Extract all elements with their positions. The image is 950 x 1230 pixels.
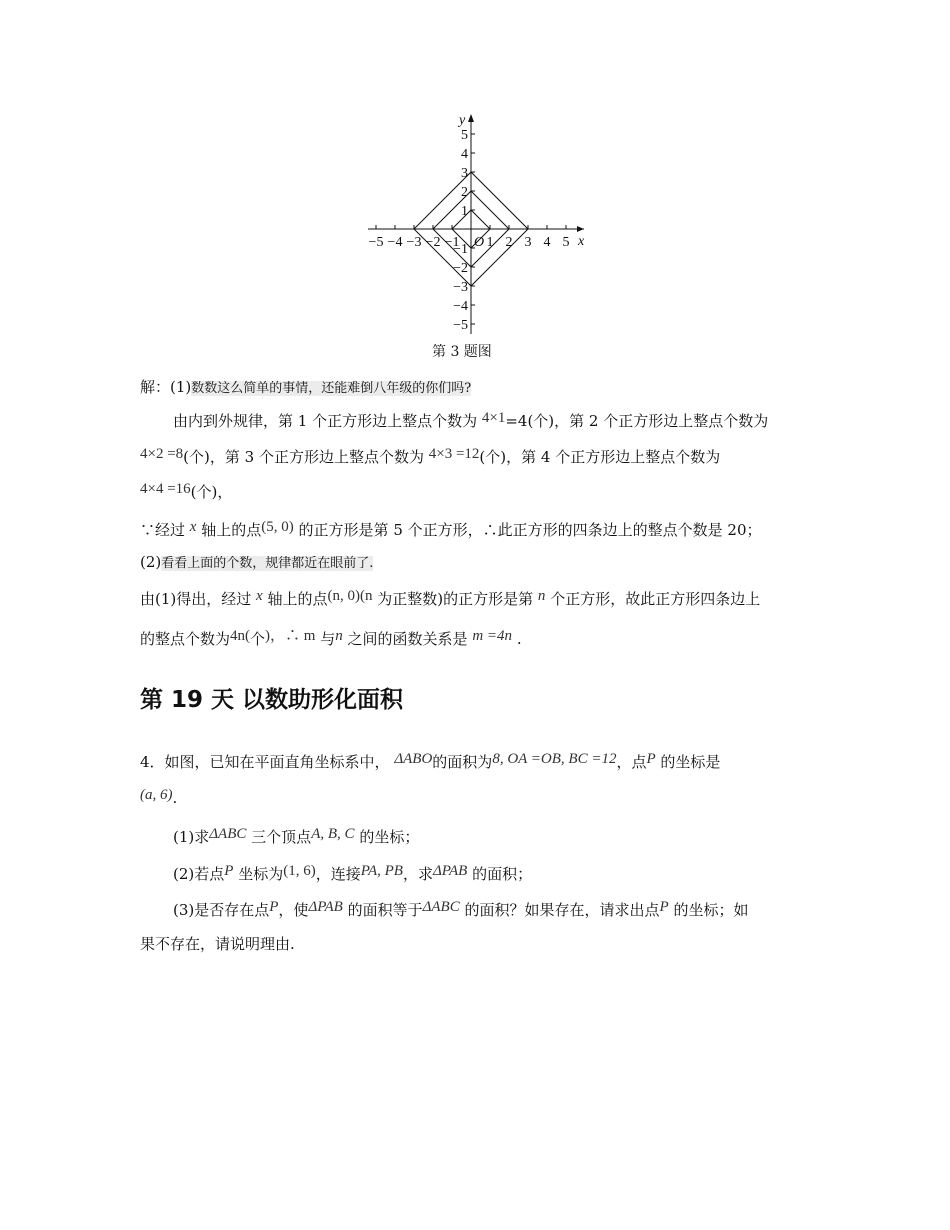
x-tick-label: −2 <box>425 235 441 250</box>
y-tick-label: −3 <box>453 280 468 295</box>
solution-line-3: 4×4 =16(个)， <box>140 481 233 501</box>
solution-line-2: 4×2 =8(个)，第 3 个正方形边上整点个数为 4×3 =12(个)，第 4 个正方形边上整点个数为 <box>140 446 721 466</box>
x-tick-label: −1 <box>444 235 460 250</box>
y-tick-label: 1 <box>461 204 468 219</box>
x-axis-label: x <box>578 234 585 249</box>
solution-part1-title: 解：(1)数数这么简单的事情，还能难倒八年级的你们吗? <box>140 378 472 396</box>
x-tick-label: 2 <box>505 235 513 250</box>
y-tick-label: −5 <box>453 318 468 333</box>
subquestion-3: (3)是否存在点P，使ΔPAB 的面积等于ΔABC 的面积？如果存在，请求出点P 的坐标；如 <box>173 899 749 919</box>
y-tick-label: 3 <box>461 166 468 181</box>
subquestion-3-cont: 果不存在，请说明理由. <box>140 935 295 953</box>
y-tick-label: 2 <box>461 185 468 200</box>
subquestion-2: (2)若点P 坐标为(1, 6)，连接PA, PB，求ΔPAB 的面积； <box>173 863 533 883</box>
subquestion-1: (1)求ΔABC 三个顶点A, B, C 的坐标； <box>173 826 420 846</box>
x-tick-label: −5 <box>368 235 384 250</box>
hint-text: 看看上面的个数，规律都近在眼前了. <box>161 556 374 571</box>
solution-part2-title: (2)看看上面的个数，规律都近在眼前了. <box>140 553 374 571</box>
x-tick-label: −3 <box>406 235 422 250</box>
hint-text: 数数这么简单的事情，还能难倒八年级的你们吗? <box>191 381 472 396</box>
solution-line-4: ∵经过 x 轴上的点(5, 0) 的正方形是第 5 个正方形，∴此正方形的四条边上的整点个数是 20； <box>140 519 762 539</box>
y-tick-label: −1 <box>453 242 468 257</box>
x-tick-label: 4 <box>543 235 551 250</box>
x-tick-label: −4 <box>387 235 403 250</box>
origin-label: O <box>474 235 485 250</box>
problem-line-2: (a, 6). <box>140 787 178 807</box>
y-tick-label: 4 <box>461 147 468 162</box>
coordinate-figure <box>358 108 594 336</box>
problem-line-1: 4．如图，已知在平面直角坐标系中， ΔABO的面积为8, OA =OB, BC =12，点P 的坐标是 <box>140 751 721 771</box>
x-tick-label: 3 <box>524 235 532 250</box>
solution-line-6: 的整点个数为4n(个)，∴ m 与n 之间的函数关系是 m =4n . <box>140 628 522 648</box>
figure-caption: 第 3 题图 <box>432 344 492 360</box>
y-axis-label: y <box>459 113 466 128</box>
y-tick-label: −4 <box>453 299 468 314</box>
section-heading: 第 19 天 以数助形化面积 <box>140 687 404 713</box>
y-tick-label: 5 <box>461 128 468 143</box>
y-axis-arrow <box>468 114 474 122</box>
solution-line-5: 由(1)得出，经过 x 轴上的点(n, 0)(n 为正整数)的正方形是第 n 个正方形，故此正方形四条边上 <box>140 588 761 608</box>
x-axis-arrow <box>577 226 584 232</box>
tick-labels <box>369 128 570 333</box>
x-tick-label: 1 <box>486 235 494 250</box>
x-tick-label: 5 <box>562 235 570 250</box>
y-tick-label: −2 <box>453 261 468 276</box>
solution-line-1: 由内到外规律，第 1 个正方形边上整点个数为 4×1=4(个)，第 2 个正方形边上整点个数为 <box>173 410 769 430</box>
